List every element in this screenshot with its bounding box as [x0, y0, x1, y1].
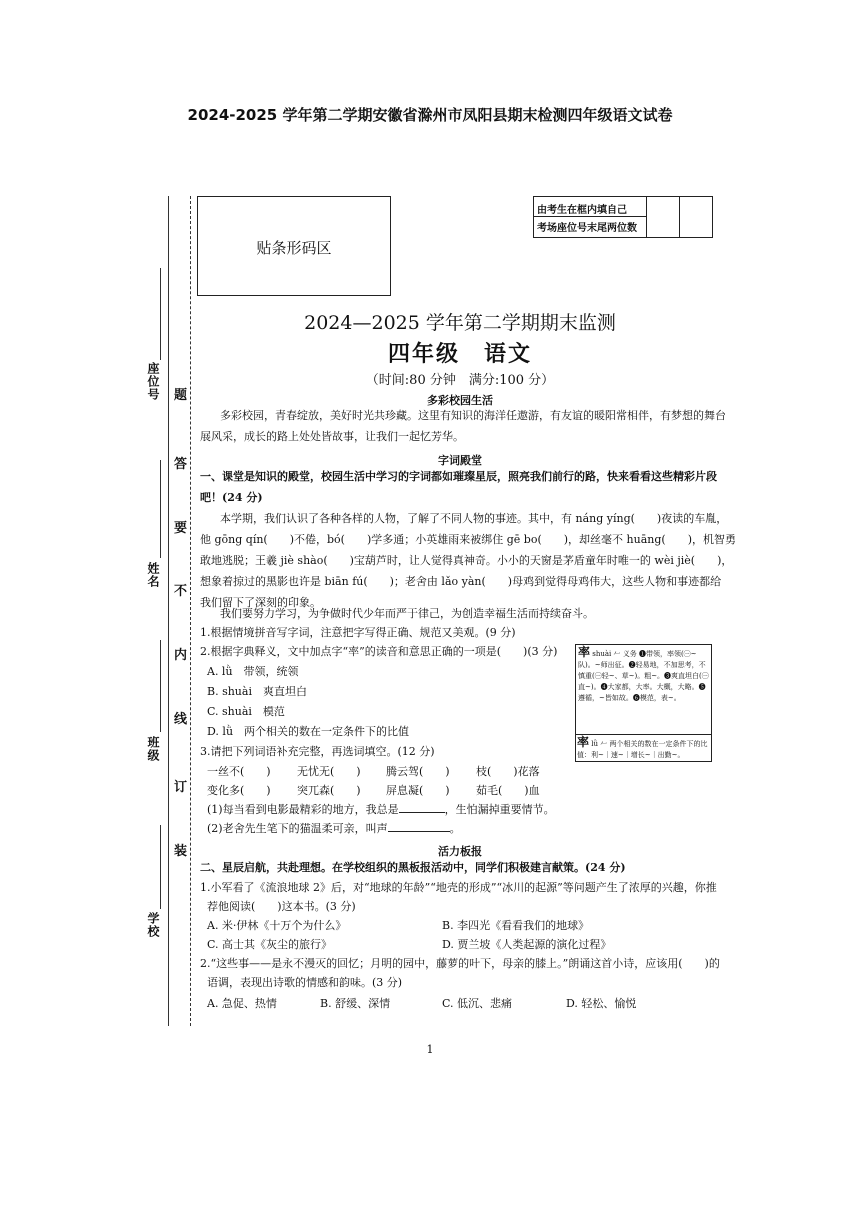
- q2-option-b[interactable]: B. shuài 爽直坦白: [207, 685, 307, 698]
- seat-digit-cell[interactable]: [679, 197, 713, 237]
- binding-char: 内: [174, 648, 188, 663]
- passage-line: 想象着掠过的黑影也许是 biān fú( )；老舍由 lǎo yàn( )母鸡到觉得母鸡伟大，这些人物和事迹都给: [200, 575, 722, 588]
- passage-line: 他 gōng qín( )不倦，bó( )学多通；小英雄雨来被绑住 gē bo( )，却丝毫不 huāng( )，机智勇: [200, 533, 736, 546]
- q3-item: 突兀森( ): [297, 784, 361, 797]
- question-1-1: 1.根据情境拼音写字词，注意把字写得正确、规范又美观。(9 分): [200, 626, 516, 639]
- binding-cut-line: [190, 196, 191, 1026]
- school-blank: [160, 825, 161, 909]
- q3-sentence-1: [207, 799, 555, 820]
- campus-intro-2: 展风采，成长的路上处处皆故事，让我们一起忆芳华。: [200, 430, 464, 443]
- barcode-label: 贴条形码区: [256, 239, 332, 257]
- dictionary-entry-lv: [577, 737, 710, 761]
- q3-s2-after: 。: [449, 822, 461, 835]
- class-blank: [160, 640, 161, 732]
- board-q1-option-a[interactable]: A. 米·伊林《十万个为什么》: [207, 919, 347, 932]
- board-q1-line1: 1.小军看了《流浪地球 2》后，对“地球的年龄”“地壳的形成”“冰川的起源”等问题产生了浓厚的兴趣，你推: [200, 881, 717, 894]
- binding-char: 装: [174, 844, 188, 859]
- binding-char: 不: [174, 584, 188, 599]
- q3-s1-blank[interactable]: [399, 802, 445, 813]
- q3-item: 屏息凝( ): [386, 784, 450, 797]
- name-label: 姓名: [146, 562, 160, 588]
- exam-time-score: （时间:80 分钟 满分:100 分）: [365, 373, 555, 388]
- part1-title-2: 吧！(24 分): [200, 491, 263, 504]
- board-q1-line2: 荐他阅读( )这本书。(3 分): [207, 900, 356, 913]
- question-1-2: 2.根据字典释义，文中加点字“率”的读音和意思正确的一项是( )(3 分): [200, 645, 558, 658]
- seat-box-line2: 考场座位号末尾两位数: [537, 223, 637, 234]
- board-q1-option-b[interactable]: B. 李四光《看看我们的地球》: [442, 919, 590, 932]
- q2-option-a[interactable]: A. lǜ 带领，统领: [207, 665, 299, 678]
- board-q1-option-d[interactable]: D. 贾兰坡《人类起源的演化过程》: [442, 938, 612, 951]
- q3-item: 茹毛( )血: [476, 784, 540, 797]
- seat-box-divider: [534, 216, 646, 217]
- seat-box-line1: 由考生在框内填自己: [537, 205, 627, 216]
- binding-outer-line: [168, 196, 169, 1026]
- name-blank: [160, 460, 161, 558]
- passage-line: 敢地逃脱；王羲 jiè shào( )宝葫芦时，让人觉得真神奇。小小的天窗是茅盾童年时唯一的 wèi jiè( )，: [200, 554, 733, 567]
- school-label: 学校: [146, 912, 160, 938]
- board-q2-option-c[interactable]: C. 低沉、悲痛: [442, 997, 513, 1010]
- binding-char: 线: [174, 712, 188, 727]
- dict-entry-lv: lǜ 𠂉 两个相关的数在一定条件下的比值：利~｜速~｜增长~｜出勤~。: [577, 740, 708, 759]
- seat-number-box: [533, 196, 713, 238]
- q3-item: 无忧无( ): [297, 765, 361, 778]
- board-q2-option-d[interactable]: D. 轻松、愉悦: [566, 997, 637, 1010]
- q3-sentence-2: [207, 818, 461, 839]
- exam-subject: 四年级 语文: [387, 341, 532, 367]
- exam-title: 2024—2025 学年第二学期期末监测: [304, 312, 616, 334]
- passage-line: 我们留下了深刻的印象。: [200, 596, 321, 609]
- section-heading-campus: 多彩校园生活: [427, 394, 493, 407]
- section-heading-words: 字词殿堂: [438, 454, 482, 467]
- q2-option-d[interactable]: D. lǜ 两个相关的数在一定条件下的比值: [207, 725, 410, 738]
- q3-item: 枝( )花落: [476, 765, 540, 778]
- passage-end: 我们要努力学习，为争做时代少年而严于律己，为创造幸福生活而持续奋斗。: [220, 607, 594, 620]
- q3-item: 一丝不( ): [207, 765, 271, 778]
- board-q2-option-a[interactable]: A. 急促、热情: [207, 997, 277, 1010]
- binding-char: 要: [174, 521, 188, 536]
- dict-char-lv: 率: [577, 735, 590, 749]
- binding-char: 订: [174, 780, 188, 795]
- barcode-area: [197, 196, 391, 296]
- class-label: 班级: [146, 736, 160, 762]
- dict-char-shuai: 率: [578, 645, 591, 659]
- dictionary-divider: [575, 734, 712, 735]
- board-q2-option-b[interactable]: B. 舒缓、深情: [320, 997, 391, 1010]
- q3-s1-after: ，生怕漏掉重要情节。: [444, 803, 555, 816]
- dict-entry-shuai: shuài 𠂉 义务 ❶带领，率领(㊀~队)。~师出征。❷轻易地，不加思考，不慎重(㊀轻~、草~)。粗~。❸爽直坦白(㊀直~)。❹大家都，大率。大概，大略。❺遵循，~皆如故。❻模范，表~。: [578, 650, 709, 702]
- document-title: 2024-2025 学年第二学期安徽省滁州市凤阳县期末检测四年级语文试卷: [187, 106, 673, 124]
- q3-s2-blank[interactable]: [388, 821, 450, 832]
- q3-s1-before: (1)每当看到电影最精彩的地方，我总是: [207, 803, 399, 816]
- board-q2-line2: 语调，表现出诗歌的情感和韵味。(3 分): [207, 976, 403, 989]
- binding-char: 题: [174, 388, 188, 403]
- q3-item: 腾云驾( ): [386, 765, 450, 778]
- seat-digit-cell[interactable]: [646, 197, 680, 237]
- q3-item: 变化多( ): [207, 784, 271, 797]
- part2-title: 二、星辰启航，共赴理想。在学校组织的黑板报活动中，同学们积极建言献策。(24 分): [200, 861, 626, 874]
- binding-char: 答: [174, 457, 188, 472]
- board-q1-option-c[interactable]: C. 高士其《灰尘的旅行》: [207, 938, 333, 951]
- question-1-3: 3.请把下列词语补充完整，再选词填空。(12 分): [200, 745, 435, 758]
- seat-number-label: 座位号: [146, 362, 160, 401]
- passage-line: 本学期，我们认识了各种各样的人物，了解了不同人物的事迹。其中，有 náng yíng( )夜读的车胤，: [220, 512, 728, 525]
- part1-title-1: 一、课堂是知识的殿堂，校园生活中学习的字词都如璀璨星辰，照亮我们前行的路，快来看看这些精彩片段: [200, 470, 717, 483]
- section-heading-board: 活力板报: [438, 845, 482, 858]
- q3-s2-before: (2)老舍先生笔下的猫温柔可亲，叫声: [207, 822, 388, 835]
- seat-number-blank: [160, 268, 161, 360]
- board-q2-line1: 2.“这些事——是永不漫灭的回忆；月明的园中，藤萝的叶下，母亲的膝上。”朗诵这首小诗，应该用( )的: [200, 957, 720, 970]
- campus-intro-1: 多彩校园，青春绽放，美好时光共珍藏。这里有知识的海洋任遨游，有友谊的暖阳常相伴，有梦想的舞台: [220, 409, 726, 422]
- page-number: 1: [426, 1043, 434, 1056]
- q2-option-c[interactable]: C. shuài 模范: [207, 705, 285, 718]
